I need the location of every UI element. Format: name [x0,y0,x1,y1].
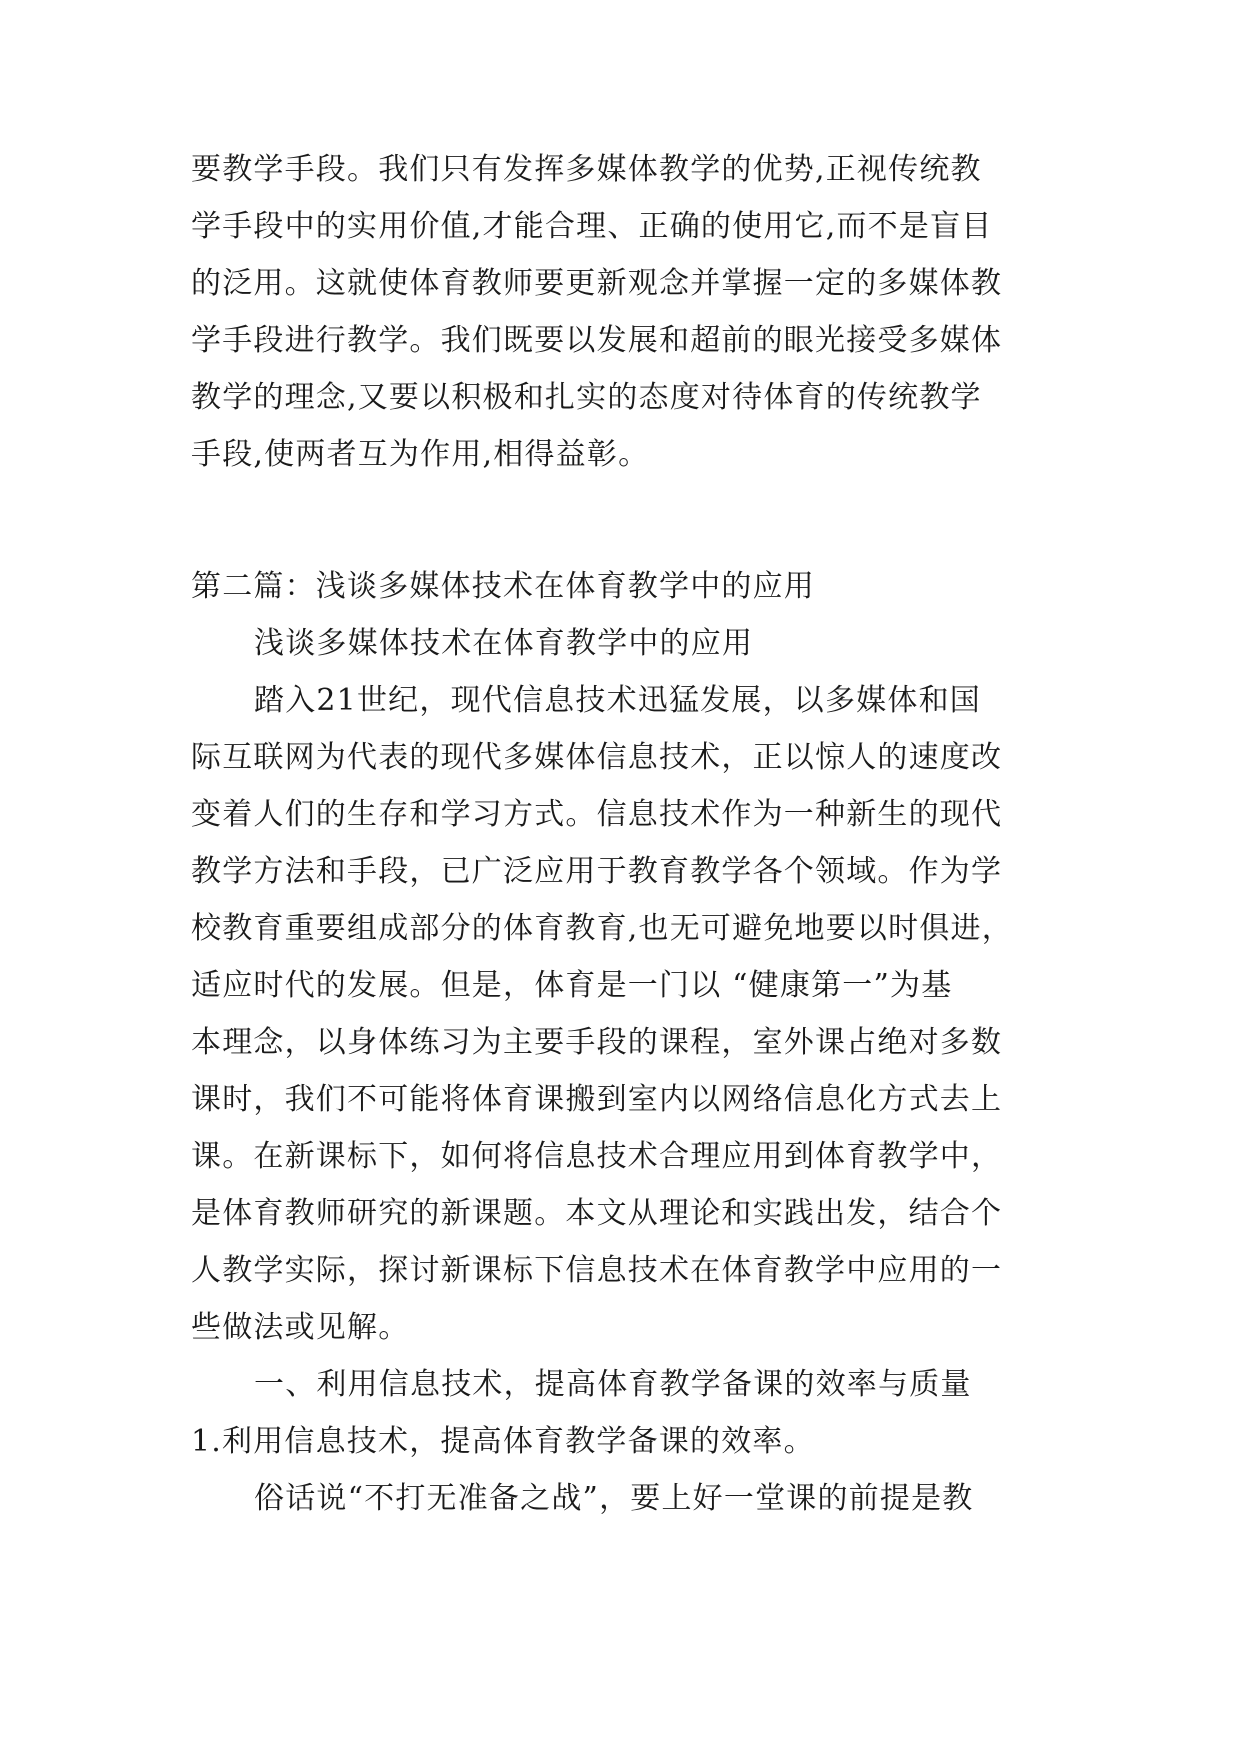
paragraph-line: 际互联网为代表的现代多媒体信息技术，正以惊人的速度改 [191,740,1003,775]
section-heading: 第二篇：浅谈多媒体技术在体育教学中的应用 [191,569,815,604]
paragraph-line: 本理念，以身体练习为主要手段的课程，室外课占绝对多数 [191,1025,1003,1060]
numbered-subheading: 1.利用信息技术，提高体育教学备课的效率。 [191,1424,815,1459]
paragraph-line: 些做法或见解。 [191,1310,410,1345]
paragraph-line: 学手段中的实用价值,才能合理、正确的使用它,而不是盲目 [191,209,993,244]
paragraph-line: 学手段进行教学。我们既要以发展和超前的眼光接受多媒体 [191,323,1003,358]
paragraph-line: 人教学实际，探讨新课标下信息技术在体育教学中应用的一 [191,1253,1003,1288]
paragraph-line: 课时，我们不可能将体育课搬到室内以网络信息化方式去上 [191,1082,1003,1117]
paragraph-line: 俗话说“不打无准备之战”，要上好一堂课的前提是教 [254,1481,974,1516]
paragraph-line: 的泛用。这就使体育教师要更新观念并掌握一定的多媒体教 [191,266,1003,301]
paragraph-line: 适应时代的发展。但是，体育是一门以 “健康第一”为基 [191,968,953,1003]
paragraph-line: 课。在新课标下，如何将信息技术合理应用到体育教学中， [191,1139,1003,1174]
paragraph-line: 变着人们的生存和学习方式。信息技术作为一种新生的现代 [191,797,1003,832]
paragraph-line: 踏入21世纪，现代信息技术迅猛发展，以多媒体和国 [254,683,981,718]
paragraph-line: 要教学手段。我们只有发挥多媒体教学的优势,正视传统教 [191,152,982,187]
paragraph-line: 教学方法和手段，已广泛应用于教育教学各个领域。作为学 [191,854,1003,889]
paragraph-line: 是体育教师研究的新课题。本文从理论和实践出发，结合个 [191,1196,1003,1231]
paragraph-line: 手段,使两者互为作用,相得益彰。 [191,437,650,472]
subheading: 一、利用信息技术，提高体育教学备课的效率与质量 [254,1367,972,1402]
article-title: 浅谈多媒体技术在体育教学中的应用 [254,626,754,661]
paragraph-line: 教学的理念,又要以积极和扎实的态度对待体育的传统教学 [191,380,982,415]
paragraph-line: 校教育重要组成部分的体育教育,也无可避免地要以时俱进， [191,911,1013,946]
